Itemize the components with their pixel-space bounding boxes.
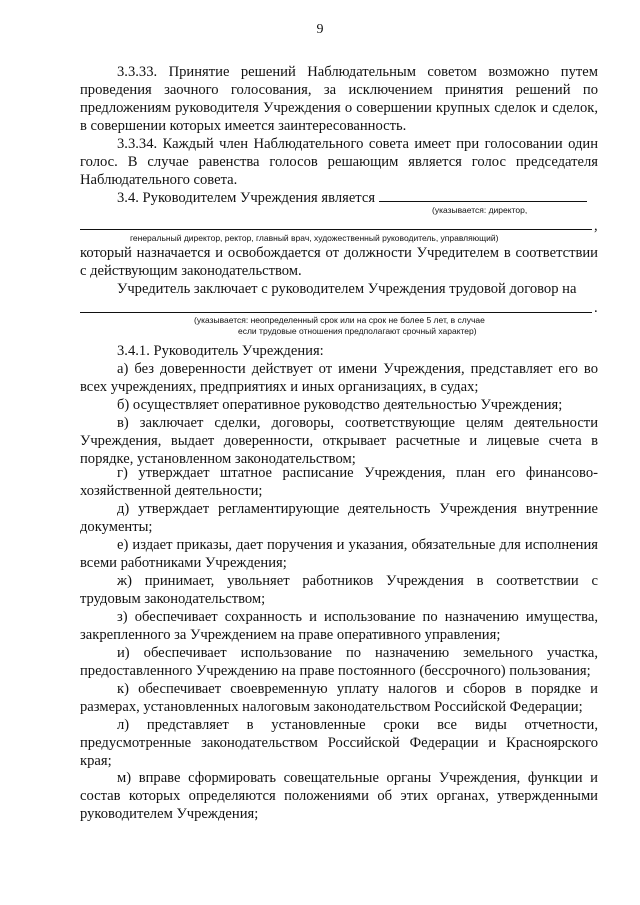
list-item-m: м) вправе сформировать совещательные органы Учреждения, функции и состав которых определяются положениями об этих органах, утвержденными руководителем Учреждения; xyxy=(80,770,598,822)
list-item-l: л) представляет в установленные сроки все виды отчетности, предусмотренные законодательством Российской Федерации и Красноярского края; xyxy=(80,717,598,769)
paragraph-appointment: который назначается и освобождается от должности Учредителем в соответствии с действующим законодательством. xyxy=(80,245,598,279)
list-item-a: а) без доверенности действует от имени Учреждения, представляет его во всех учреждениях, предприятиях и иных организациях, в судах; xyxy=(80,361,598,395)
paragraph-3-4-text: 3.4. Руководителем Учреждения является xyxy=(117,190,376,206)
trailing-period: . xyxy=(594,300,598,316)
paragraph-3-3-33: 3.3.33. Принятие решений Наблюдательным советом возможно путем проведения заочного голосования, за исключением принятия решений по предложениям руководителя Учреждения о совершении крупных сделок и сделок, в совершении которых имеется заинтересованность. xyxy=(80,64,598,134)
blank-line-head-title-2 xyxy=(80,229,592,230)
hint-head-title-1: (указывается: директор, xyxy=(432,205,528,215)
list-item-zh: ж) принимает, увольняет работников Учреждения в соответствии с трудовым законодательством; xyxy=(80,573,598,607)
list-item-b: б) осуществляет оперативное руководство деятельностью Учреждения; xyxy=(117,397,563,413)
list-item-g: г) утверждает штатное расписание Учреждения, план его финансово-хозяйственной деятельности; xyxy=(80,465,598,499)
blank-line-head-title xyxy=(379,189,587,202)
paragraph-3-3-34: 3.3.34. Каждый член Наблюдательного совета имеет при голосовании один голос. В случае равенства голосов решающим является голос председателя Наблюдательного совета. xyxy=(80,136,598,188)
hint-contract-term-2: если трудовые отношения предполагают срочный характер) xyxy=(238,326,477,336)
list-item-d: д) утверждает регламентирующие деятельность Учреждения внутренние документы; xyxy=(80,501,598,535)
paragraph-contract: Учредитель заключает с руководителем Учреждения трудовой договор на xyxy=(117,281,577,297)
list-item-k: к) обеспечивает своевременную уплату налогов и сборов в порядке и размерах, установленных налоговым законодательством Российской Федерации; xyxy=(80,681,598,715)
list-item-i: и) обеспечивает использование по назначению земельного участка, предоставленного Учреждению на праве постоянного (бессрочного) пользования; xyxy=(80,645,598,679)
paragraph-3-4-1: 3.4.1. Руководитель Учреждения: xyxy=(117,343,324,359)
list-item-v: в) заключает сделки, договоры, соответствующие целям деятельности Учреждения, выдает доверенности, открывает расчетные и лицевые счета в порядке, установленном законодательством; xyxy=(80,415,598,467)
list-item-e: е) издает приказы, дает поручения и указания, обязательные для исполнения всеми работниками Учреждения; xyxy=(80,537,598,571)
page-number: 9 xyxy=(316,22,324,37)
paragraph-3-4 xyxy=(80,189,620,207)
trailing-comma: , xyxy=(594,218,598,234)
list-item-z: з) обеспечивает сохранность и использование по назначению имущества, закрепленного за Учреждением на праве оперативного управления; xyxy=(80,609,598,643)
blank-line-contract-term xyxy=(80,312,592,313)
hint-head-title-2: генеральный директор, ректор, главный врач, художественный руководитель, управляющий) xyxy=(130,233,499,243)
hint-contract-term-1: (указывается: неопределенный срок или на срок не более 5 лет, в случае xyxy=(194,315,485,325)
